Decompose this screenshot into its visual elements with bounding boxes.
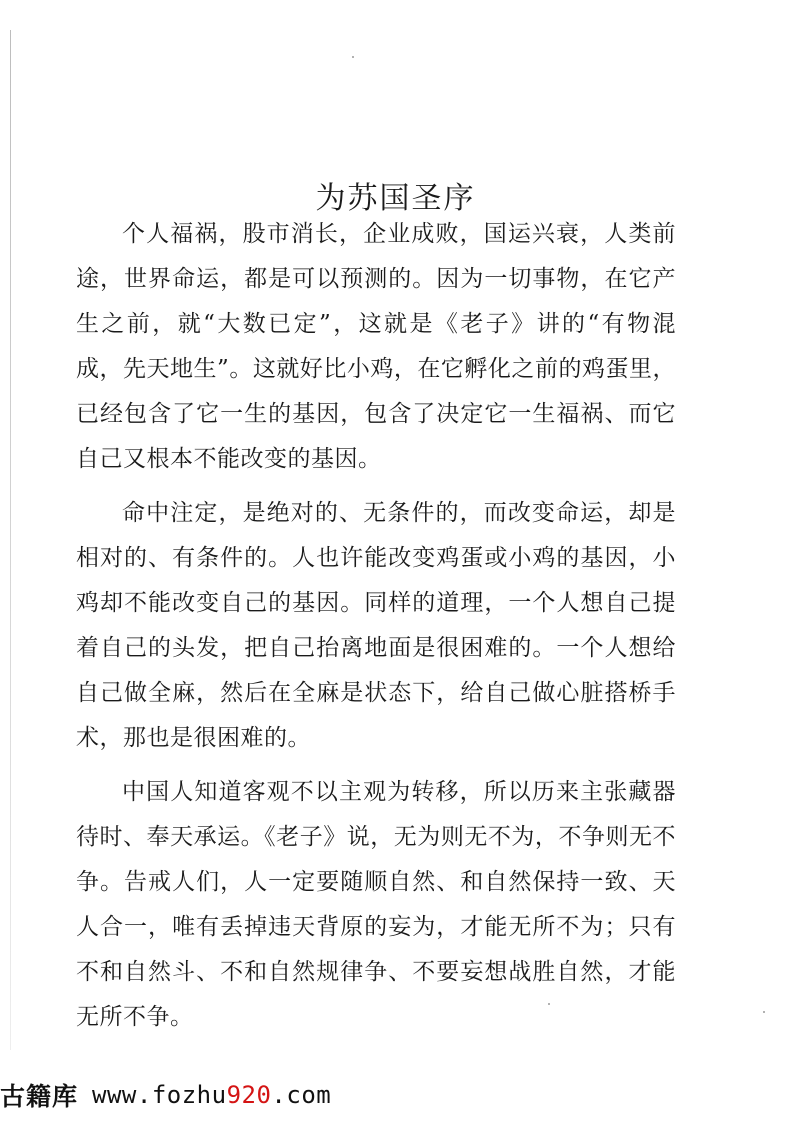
site-name: 古籍库 xyxy=(0,1082,79,1111)
footer-watermark xyxy=(0,1077,331,1113)
paragraph-1: 个人福祸，股市消长，企业成败，国运兴衰，人类前途，世界命运，都是可以预测的。因为一切事物，在它产生之前，就“大数已定”，这就是《老子》讲的“有物混成，先天地生”。这就好比小鸡，在它孵化之前的鸡蛋里，已经包含了它一生的基因，包含了决定它一生福祸、而它自己又根本不能改变的基因。 xyxy=(76,221,676,472)
scan-speck xyxy=(352,56,354,58)
url-suffix: .com xyxy=(271,1081,332,1109)
url-number: 920 xyxy=(226,1081,272,1109)
scan-speck xyxy=(763,1011,765,1013)
paragraph-3: 中国人知道客观不以主观为转移，所以历来主张藏器待时、奉天承运。《老子》说，无为则无不为，不争则无不争。告戒人们，人一定要随顺自然、和自然保持一致、天人合一，唯有丢掉违天背原的妄为，才能无所不为；只有不和自然斗、不和自然规律争、不要妄想战胜自然，才能无所不争。 xyxy=(76,779,676,1030)
page-title: 为苏国圣序 xyxy=(315,181,476,217)
site-url[interactable] xyxy=(92,1081,331,1109)
url-domain: fozhu xyxy=(151,1081,227,1109)
document-body xyxy=(76,212,676,1049)
url-prefix: www. xyxy=(92,1081,152,1109)
paragraph-2: 命中注定，是绝对的、无条件的，而改变命运，却是相对的、有条件的。人也许能改变鸡蛋或小鸡的基因，小鸡却不能改变自己的基因。同样的道理，一个人想自己提着自己的头发，把自己抬离地面是很困难的。一个人想给自己做全麻，然后在全麻是状态下，给自己做心脏搭桥手术，那也是很困难的。 xyxy=(76,500,676,751)
